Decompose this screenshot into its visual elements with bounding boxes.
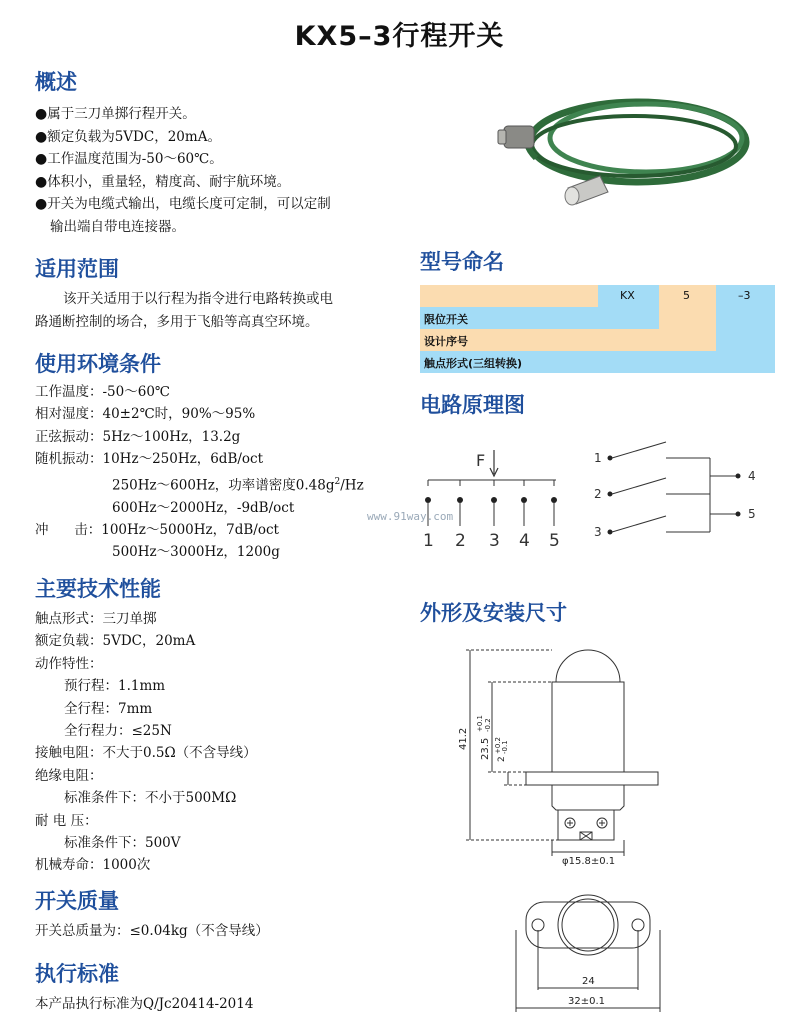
bullet-icon: ● <box>35 106 48 122</box>
dimension-drawing <box>430 630 750 1025</box>
dim-diameter: φ15.8±0.1 <box>562 856 616 867</box>
dim-height-upper-tol-hi: +0.1 <box>476 715 484 732</box>
performance-list <box>35 608 257 877</box>
dim-flange-thick: 2 <box>497 756 507 762</box>
env-row: 相对湿度：40±2℃时，90%～95% <box>35 406 256 423</box>
row-contact-form: 触点形式(三组转换) <box>424 357 523 370</box>
overview-item: ●开关为电缆式输出，电缆长度可定制，可以定制 <box>35 196 331 212</box>
overview-heading: 概述 <box>35 70 77 94</box>
perf-total-travel: 全行程：7mm <box>64 700 153 717</box>
env-row: 正弦振动：5Hz～100Hz，13.2g <box>35 428 241 445</box>
flange <box>526 772 658 785</box>
perf-pre-travel: 预行程：1.1mm <box>64 678 166 695</box>
perf-life: 机械寿命：1000次 <box>35 857 151 874</box>
circuit-diagram <box>414 440 774 552</box>
row-design-no: 设计序号 <box>424 335 468 348</box>
perf-contact-resistance: 接触电阻：不大于0.5Ω（不含导线） <box>35 745 257 762</box>
environment-list <box>35 381 364 564</box>
sw-label-3: 3 <box>594 525 602 539</box>
scope-heading: 适用范围 <box>35 257 119 281</box>
model-naming-heading: 型号命名 <box>420 250 504 274</box>
code-5: 5 <box>683 289 690 302</box>
switch-in-2 <box>608 492 613 497</box>
code-3: –3 <box>738 289 751 302</box>
row-design-no-gap <box>716 329 775 351</box>
dimensions-heading: 外形及安装尺寸 <box>420 601 567 625</box>
body <box>552 682 624 772</box>
switch-in-3 <box>608 530 613 535</box>
mount-hole-icon <box>632 919 644 931</box>
out-4 <box>736 474 741 479</box>
force-label: F <box>476 451 486 470</box>
bullet-icon: ● <box>35 128 48 145</box>
sw-label-4: 4 <box>748 469 756 483</box>
body-circle <box>558 895 618 955</box>
overview-item: ●属于三刀单掷行程开关。 <box>35 106 196 122</box>
perf-action: 动作特性： <box>35 655 103 672</box>
overview-item-continuation: 输出端自带电连接器。 <box>50 218 185 235</box>
flange-outline <box>526 902 650 948</box>
perf-withstand: 耐 电 压： <box>35 812 98 829</box>
pin-dot <box>521 497 527 503</box>
bullet-icon: ● <box>35 173 48 190</box>
body-inner-circle <box>562 899 614 951</box>
switch-plunger <box>565 187 579 205</box>
overview-item: ●体积小，重量轻，精度高、耐宇航环境。 <box>35 173 291 190</box>
lower-body <box>552 785 624 810</box>
env-row-random-2: 250Hz～600Hz，功率谱密度$0.48g^2/Hz$ <box>112 476 364 494</box>
sw-label-5: 5 <box>748 507 756 521</box>
connector-cap <box>498 130 506 144</box>
switch-blade-3 <box>612 516 666 532</box>
switch-blade-1 <box>612 442 666 458</box>
out-5 <box>736 512 741 517</box>
dim-hole-spacing: 24 <box>582 976 595 987</box>
pin-label-1: 1 <box>423 531 434 551</box>
watermark: www.91way.com <box>367 510 454 523</box>
perf-insulation: 绝缘电阻： <box>35 767 103 784</box>
dim-flange-width: 32±0.1 <box>568 996 606 1007</box>
pin-label-3: 3 <box>489 531 500 551</box>
sw-label-1: 1 <box>594 451 602 465</box>
model-naming-table <box>420 285 775 373</box>
switch-in-1 <box>608 456 613 461</box>
circuit-heading: 电路原理图 <box>420 393 525 417</box>
row-limit-switch-gap-peach <box>659 307 716 329</box>
row-limit-switch: 限位开关 <box>424 313 468 326</box>
mount-hole-icon <box>532 919 544 931</box>
dim-height-upper: 23.5 <box>480 737 491 760</box>
dim-flange-tol-hi: +0.2 <box>494 737 502 754</box>
perf-withstand-std: 标准条件下：500V <box>64 835 181 852</box>
right-switches <box>608 442 741 535</box>
dim-height-upper-tol-lo: -0.2 <box>484 718 492 732</box>
pin-dot <box>457 497 463 503</box>
dim-height-total: 41.2 <box>458 727 469 750</box>
env-row: 随机振动：10Hz～250Hz，6dB/oct <box>35 451 264 468</box>
bullet-icon: ● <box>35 196 48 212</box>
standard-heading: 执行标准 <box>35 962 119 986</box>
pin-dot <box>551 497 557 503</box>
pin-dot <box>491 497 497 503</box>
product-photo <box>488 80 788 220</box>
overview-item: ●工作温度范围为-50～60℃。 <box>35 151 223 167</box>
standard-text: 本产品执行标准为Q/Jc20414-2014 <box>35 996 254 1012</box>
performance-heading: 主要技术性能 <box>35 577 161 601</box>
env-row-shock-2: 500Hz～3000Hz，1200g <box>112 544 280 561</box>
pin-label-4: 4 <box>519 531 530 551</box>
code-kx: KX <box>620 289 635 302</box>
pin-label-5: 5 <box>549 531 560 551</box>
mass-text: 开关总质量为：≤0.04kg（不含导线） <box>35 923 269 939</box>
pin-label-2: 2 <box>455 531 466 551</box>
switch-blade-2 <box>612 478 666 494</box>
cable-coil-inner <box>532 116 736 176</box>
sw-label-2: 2 <box>594 487 602 501</box>
mass-heading: 开关质量 <box>35 889 119 913</box>
pin-dot <box>425 497 431 503</box>
dome <box>556 650 620 682</box>
perf-rated-load: 额定负载：5VDC，20mA <box>35 633 196 650</box>
connector-body <box>504 126 534 148</box>
scope-line-2: 路通断控制的场合，多用于飞船等高真空环境。 <box>35 314 319 330</box>
code-row-blank <box>420 285 598 307</box>
environment-heading: 使用环境条件 <box>35 352 161 376</box>
perf-total-force: 全行程力：≤25N <box>64 723 172 740</box>
page-title: KX5–3行程开关 <box>294 21 505 52</box>
perf-contact-form: 触点形式：三刀单掷 <box>35 611 157 627</box>
env-row-random-3: 600Hz～2000Hz，-9dB/oct <box>112 499 295 516</box>
bullet-icon: ● <box>35 151 48 167</box>
overview-item: ●额定负载为5VDC，20mA。 <box>35 128 221 145</box>
overview-list <box>35 103 405 238</box>
env-row: 工作温度：-50～60℃ <box>35 384 171 400</box>
env-row-shock: 冲 击：100Hz～5000Hz，7dB/oct <box>35 521 279 538</box>
row-limit-switch-gap-blue <box>716 307 775 329</box>
perf-insulation-std: 标准条件下：不小于500MΩ <box>64 790 237 807</box>
dim-flange-tol-lo: -0.1 <box>501 740 509 754</box>
scope-line-1: 该开关适用于以行程为指令进行电路转换或电 <box>63 291 333 307</box>
